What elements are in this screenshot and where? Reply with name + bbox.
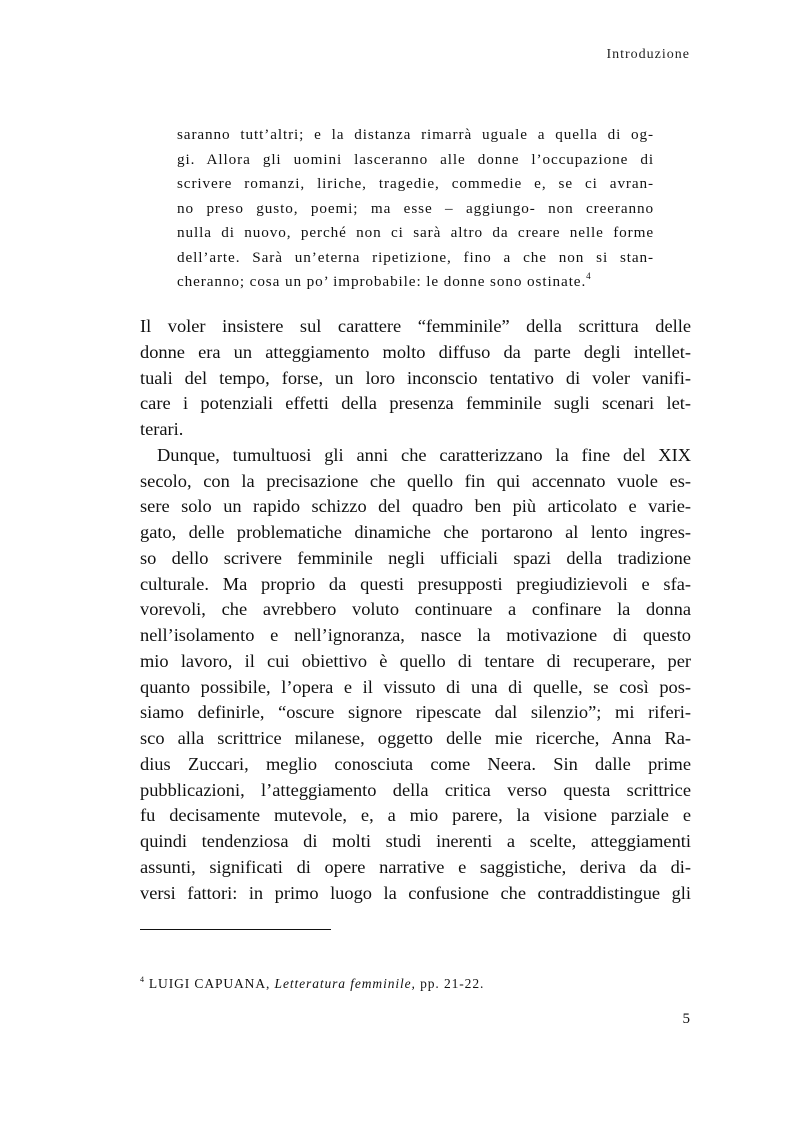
body-text xyxy=(140,314,691,906)
body-line: so dello scrivere femminile negli ufficiali spazi della tradizione xyxy=(140,547,691,568)
quote-line: gi. Allora gli uomini lasceranno alle donne l’occupazione di xyxy=(177,150,654,168)
body-line: sere solo un rapido schizzo del quadro ben più articolato e varie- xyxy=(140,496,691,517)
footnote-pages: pp. 21-22. xyxy=(420,976,485,991)
body-line: donne era un atteggiamento molto diffuso da parte degli intellet- xyxy=(140,341,691,362)
quote-line: scrivere romanzi, liriche, tragedie, commedie e, se ci avran- xyxy=(177,175,654,192)
body-line: quindi tendenziosa di molti studi inerenti a scelte, atteggiamenti xyxy=(140,831,691,851)
body-line: tuali del tempo, forse, un loro inconscio tentativo di voler vanifi- xyxy=(140,367,691,388)
body-line: Dunque, tumultuosi gli anni che caratterizzano la fine del XIX xyxy=(157,444,691,465)
footnote-reference[interactable]: 4 xyxy=(586,271,592,281)
page-number: 5 xyxy=(682,1011,690,1027)
body-line: nell’isolamento e nell’ignoranza, nasce la motivazione di questo xyxy=(140,625,691,645)
body-line: terari. xyxy=(140,419,184,439)
running-title: Introduzione xyxy=(606,47,690,62)
quote-line: dell’arte. Sarà un’eterna ripetizione, fino a che non si stan- xyxy=(177,248,654,266)
quote-line: saranno tutt’altri; e la distanza rimarrà uguale a quella di og- xyxy=(177,126,654,143)
footnote-separator xyxy=(140,929,331,930)
body-line: Il voler insistere sul carattere “femminile” della scrittura delle xyxy=(140,316,691,336)
body-line: sco alla scrittrice milanese, oggetto delle mie ricerche, Anna Ra- xyxy=(140,728,691,748)
body-line: fu decisamente mutevole, e, a mio parere, la visione parziale e xyxy=(140,805,691,826)
footnote xyxy=(140,976,484,992)
body-line: secolo, con la precisazione che quello fin qui accennato vuole es- xyxy=(140,470,691,491)
body-line: assunti, significati di opere narrative e saggistiche, deriva da di- xyxy=(140,856,691,877)
quote-line: nulla di nuovo, perché non ci sarà altro da creare nelle forme xyxy=(177,224,654,241)
body-line: dius Zuccari, meglio conosciuta come Neera. Sin dalle prime xyxy=(140,753,691,774)
block-quote xyxy=(177,123,654,295)
footnote-title: Letteratura femminile, xyxy=(274,976,416,991)
quote-line-last xyxy=(177,270,654,295)
body-line: siamo definirle, “oscure signore ripescate dal silenzio”; mi riferi- xyxy=(140,702,691,723)
body-line: pubblicazioni, l’atteggiamento della critica verso questa scrittrice xyxy=(140,779,691,800)
body-line: quanto possibile, l’opera e il vissuto di una di quelle, se così pos- xyxy=(140,676,691,697)
body-line: versi fattori: in primo luogo la confusione che contraddistingue gli xyxy=(140,882,691,903)
body-line: gato, delle problematiche dinamiche che portarono al lento ingres- xyxy=(140,522,691,542)
footnote-number: 4 xyxy=(140,975,145,984)
footnote-author: LUIGI CAPUANA, xyxy=(148,976,271,991)
body-line: culturale. Ma proprio da questi presupposti pregiudizievoli e sfa- xyxy=(140,573,691,594)
quote-line-text: cheranno; cosa un po’ improbabile: le donne sono ostinate. xyxy=(177,273,587,290)
quote-line: no preso gusto, poemi; ma esse – aggiungo- non creeranno xyxy=(177,199,654,217)
body-line: mio lavoro, il cui obiettivo è quello di tentare di recuperare, per xyxy=(140,650,691,671)
body-line: vorevoli, che avrebbero voluto continuare a confinare la donna xyxy=(140,599,691,620)
body-line: care i potenziali effetti della presenza femminile sugli scenari let- xyxy=(140,393,691,414)
